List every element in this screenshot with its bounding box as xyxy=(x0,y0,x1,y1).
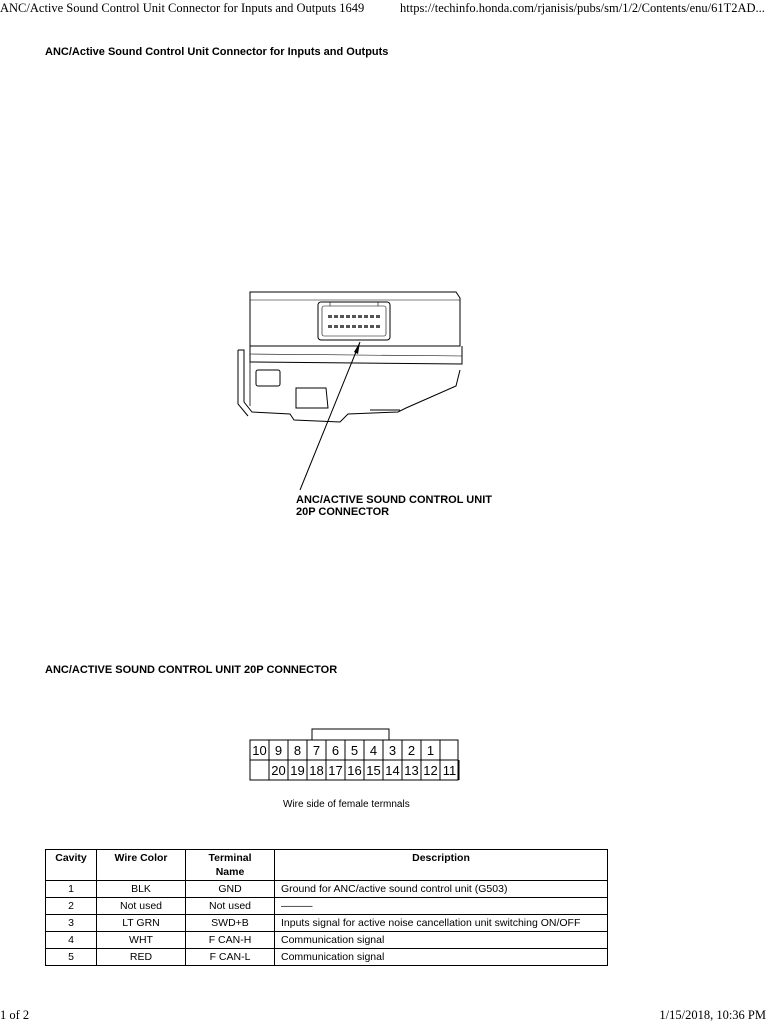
connector-caption: Wire side of female termnals xyxy=(283,799,410,810)
cell-wire-color: Not used xyxy=(97,898,186,915)
print-datetime: 1/15/2018, 10:36 PM xyxy=(659,1008,766,1022)
pin-number: 12 xyxy=(423,763,438,778)
header-description: Description xyxy=(275,850,608,881)
cell-cavity: 1 xyxy=(46,881,97,898)
pin-number: 5 xyxy=(350,743,359,758)
table-row xyxy=(46,915,608,932)
cell-description: Communication signal xyxy=(275,932,608,949)
pin-number: 14 xyxy=(385,763,400,778)
table-row xyxy=(46,949,608,966)
pin-number: 19 xyxy=(290,763,305,778)
cell-wire-color: RED xyxy=(97,949,186,966)
callout-label-line1: ANC/ACTIVE SOUND CONTROL UNIT xyxy=(296,494,492,506)
cell-wire-color: LT GRN xyxy=(97,915,186,932)
cell-terminal-name: GND xyxy=(186,881,275,898)
cell-wire-color: WHT xyxy=(97,932,186,949)
pin-number: 10 xyxy=(252,743,267,758)
pin-number: 7 xyxy=(312,743,321,758)
cell-terminal-name: SWD+B xyxy=(186,915,275,932)
callout-label-line2: 20P CONNECTOR xyxy=(296,506,390,518)
header-terminal-name: Terminal Name xyxy=(186,850,275,881)
pin-number: 11 xyxy=(442,763,457,778)
cell-description: Inputs signal for active noise cancellation unit switching ON/OFF xyxy=(275,915,608,932)
cell-cavity: 3 xyxy=(46,915,97,932)
table-row xyxy=(46,881,608,898)
page-title: ANC/Active Sound Control Unit Connector for Inputs and Outputs xyxy=(45,46,389,58)
pin-number: 8 xyxy=(293,743,302,758)
header-wire-color: Wire Color xyxy=(97,850,186,881)
pin-number: 9 xyxy=(274,743,283,758)
cell-cavity: 4 xyxy=(46,932,97,949)
pin-number: 1 xyxy=(426,743,435,758)
pinout-table xyxy=(45,849,608,966)
table-row xyxy=(46,932,608,949)
connector-pins xyxy=(328,315,380,328)
cell-terminal-name: Not used xyxy=(186,898,275,915)
cell-terminal-name: F CAN-H xyxy=(186,932,275,949)
connector-face-diagram xyxy=(248,726,460,784)
pin-number: 16 xyxy=(347,763,362,778)
pin-number: 17 xyxy=(328,763,343,778)
section-title: ANC/ACTIVE SOUND CONTROL UNIT 20P CONNECTOR xyxy=(45,664,338,676)
cell-description: ——— xyxy=(275,898,608,915)
pin-number: 13 xyxy=(404,763,419,778)
print-header-url[interactable]: https://techinfo.honda.com/rjanisis/pubs/sm/1/2/Contents/enu/61T2AD... xyxy=(400,1,765,15)
cell-cavity: 2 xyxy=(46,898,97,915)
cell-description: Ground for ANC/active sound control unit (G503) xyxy=(275,881,608,898)
cell-description: Communication signal xyxy=(275,949,608,966)
pin-number: 18 xyxy=(309,763,324,778)
pin-number: 15 xyxy=(366,763,381,778)
print-header-title: ANC/Active Sound Control Unit Connector for Inputs and Outputs 1649 xyxy=(0,1,365,15)
cell-cavity: 5 xyxy=(46,949,97,966)
pin-number: 4 xyxy=(369,743,378,758)
table-row xyxy=(46,898,608,915)
cell-wire-color: BLK xyxy=(97,881,186,898)
table-header-row xyxy=(46,850,608,881)
pin-number: 3 xyxy=(388,743,397,758)
page-number: 1 of 2 xyxy=(0,1008,30,1022)
pin-number: 20 xyxy=(271,763,286,778)
pin-number: 6 xyxy=(331,743,340,758)
cell-terminal-name: F CAN-L xyxy=(186,949,275,966)
pin-number: 2 xyxy=(407,743,416,758)
header-cavity: Cavity xyxy=(46,850,97,881)
callout-leader-line xyxy=(300,342,360,490)
control-unit-illustration xyxy=(230,284,510,524)
